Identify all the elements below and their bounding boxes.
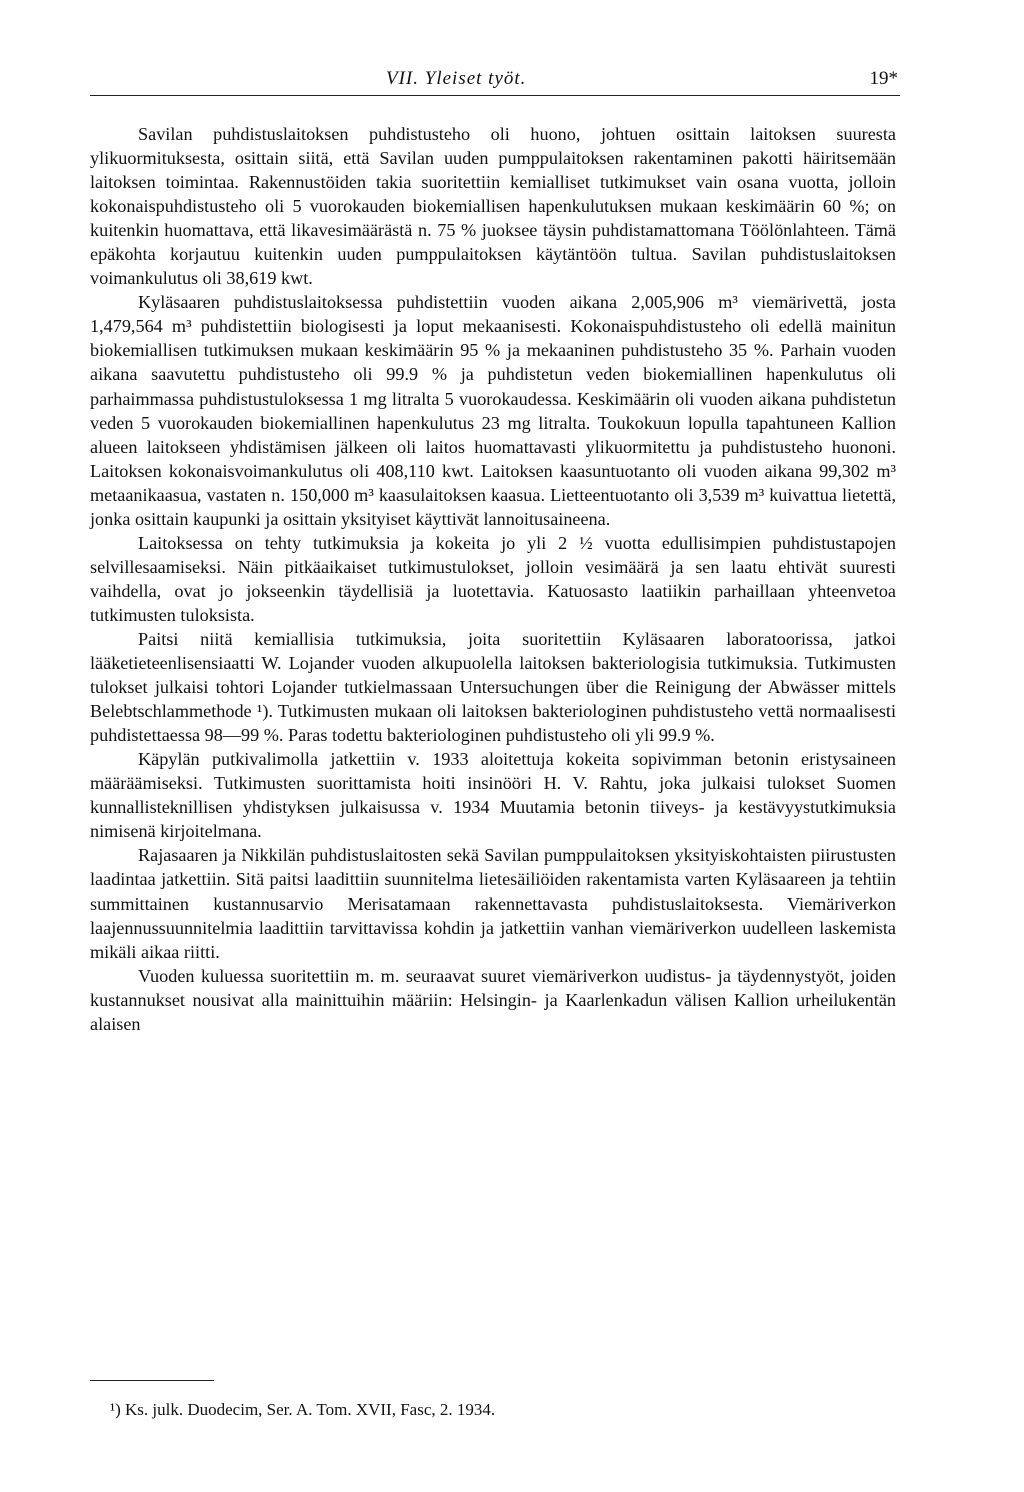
paragraph: Rajasaaren ja Nikkilän puhdistuslaitosten sekä Savilan pumppulaitoksen yksityiskohtaisten piirustusten laadintaa jatkettiin. Sitä paitsi laadittiin suunnitelma lietesäiliöiden rakentamista varten Kyläsaareen ja tehtiin summittainen kustannusarvio Merisatamaan rakennettavasta puhdistuslaitoksesta. Viemäriverkon laajennussuunnitelmia laadittiin tarvittavissa kohdin ja jatkettiin vanhan viemäriverkon uudelleen laskemista mikäli aikaa riitti.: [90, 845, 896, 962]
footnote: ¹) Ks. julk. Duodecim, Ser. A. Tom. XVII, Fasc, 2. 1934.: [110, 1400, 496, 1419]
page-header: [90, 64, 900, 96]
paragraph: Vuoden kuluessa suoritettiin m. m. seuraavat suuret viemäriverkon uudistus- ja täydennystyöt, joiden kustannukset nousivat alla mainittuihin määriin: Helsingin- ja Kaarlenkadun välisen Kallion urheilukentän alaisen: [90, 965, 896, 1034]
paragraph: Laitoksessa on tehty tutkimuksia ja kokeita jo yli 2 ½ vuotta edullisimpien puhdistustapojen selvillesaamiseksi. Näin pitkäaikaiset tutkimustulokset, jolloin vesimäärä ja sen laatu ehtivät suuresti vaihdella, ovat jo jokseenkin täydellisiä ja luotettavia. Katuosasto laatiikin parhaillaan yhteenvetoa tutkimusten tuloksista.: [90, 532, 896, 625]
paragraph: Käpylän putkivalimolla jatkettiin v. 1933 aloitettuja kokeita sopivimman betonin eristysaineen määräämiseksi. Tutkimusten suorittamista hoiti insinööri H. V. Rahtu, joka julkaisi tulokset Suomen kunnallisteknillisen yhdistyksen julkaisussa v. 1934 Muutamia betonin tiiveys- ja kestävyystutkimuksia nimisenä kirjoitelmana.: [90, 749, 896, 842]
paragraph: Paitsi niitä kemiallisia tutkimuksia, joita suoritettiin Kyläsaaren laboratoorissa, jatkoi lääketieteenlisensiaatti W. Lojander vuoden alkupuolella laitoksen bakteriologisia tutkimuksia. Tutkimusten tulokset julkaisi tohtori Lojander tutkielmassaan Untersuchungen über die Reinigung der Abwässer mittels Belebtschlammethode ¹). Tutkimusten mukaan oli laitoksen bakteriologinen puhdistusteho vettä normaalisesti puhdistettaessa 98—99 %. Paras todettu bakteriologinen puhdistusteho oli yli 99.9 %.: [90, 628, 896, 746]
running-title: VII. Yleiset työt.: [386, 68, 527, 89]
body-text: [90, 122, 896, 1036]
footnote-rule: [90, 1380, 214, 1381]
paragraph: Savilan puhdistuslaitoksen puhdistusteho oli huono, johtuen osittain laitoksen suuresta ylikuormituksesta, osittain siitä, että Savilan uuden pumppulaitoksen rakentaminen pakotti häiritsemään laitoksen toimintaa. Rakennustöiden takia suoritettiin kemialliset tutkimukset vain osana vuotta, jolloin kokonaispuhdistusteho oli 5 vuorokauden biokemiallisen hapenkulutuksen mukaan keskimäärin 60 %; on kuitenkin huomattava, että likavesimäärästä n. 75 % juoksee täysin puhdistamattomana Töölönlahteen. Tämä epäkohta korjautuu kuitenkin uuden pumppulaitoksen käytäntöön tultua. Savilan puhdistuslaitoksen voimankulutus oli 38,619 kwt.: [90, 124, 896, 289]
paragraph: Kyläsaaren puhdistuslaitoksessa puhdistettiin vuoden aikana 2,005,906 m³ viemärivettä, josta 1,479,564 m³ puhdistettiin biologisesti ja loput mekaanisesti. Kokonaispuhdistusteho oli edellä mainitun biokemiallisen tutkimuksen mukaan keskimäärin 95 % ja mekaaninen puhdistusteho 35 %. Parhain vuoden aikana saavutettu puhdistusteho oli 99.9 % ja puhdistetun veden biokemiallinen hapenkulutus oli parhaimmassa puhdistustuloksessa 1 mg litralta 5 vuorokaudessa. Keskimäärin oli vuoden aikana puhdistetun veden 5 vuorokauden biokemiallinen hapenkulutus 23 mg litralta. Toukokuun lopulla tapahtuneen Kallion alueen laitokseen yhdistämisen jälkeen oli laitos huomattavasti ylikuormitettu ja puhdistusteho huononi. Laitoksen kokonaisvoimankulutus oli 408,110 kwt. Laitoksen kaasuntuotanto oli vuoden aikana 99,302 m³ metaanikaasua, vastaten n. 150,000 m³ kaasulaitoksen kaasua. Lietteentuotanto oli 3,539 m³ kuivattua lietettä, jonka osittain kaupunki ja osittain yksityiset käyttivät lannoitusaineena.: [90, 292, 896, 529]
page-number: 19*: [869, 68, 898, 89]
header-rule: [90, 95, 900, 96]
